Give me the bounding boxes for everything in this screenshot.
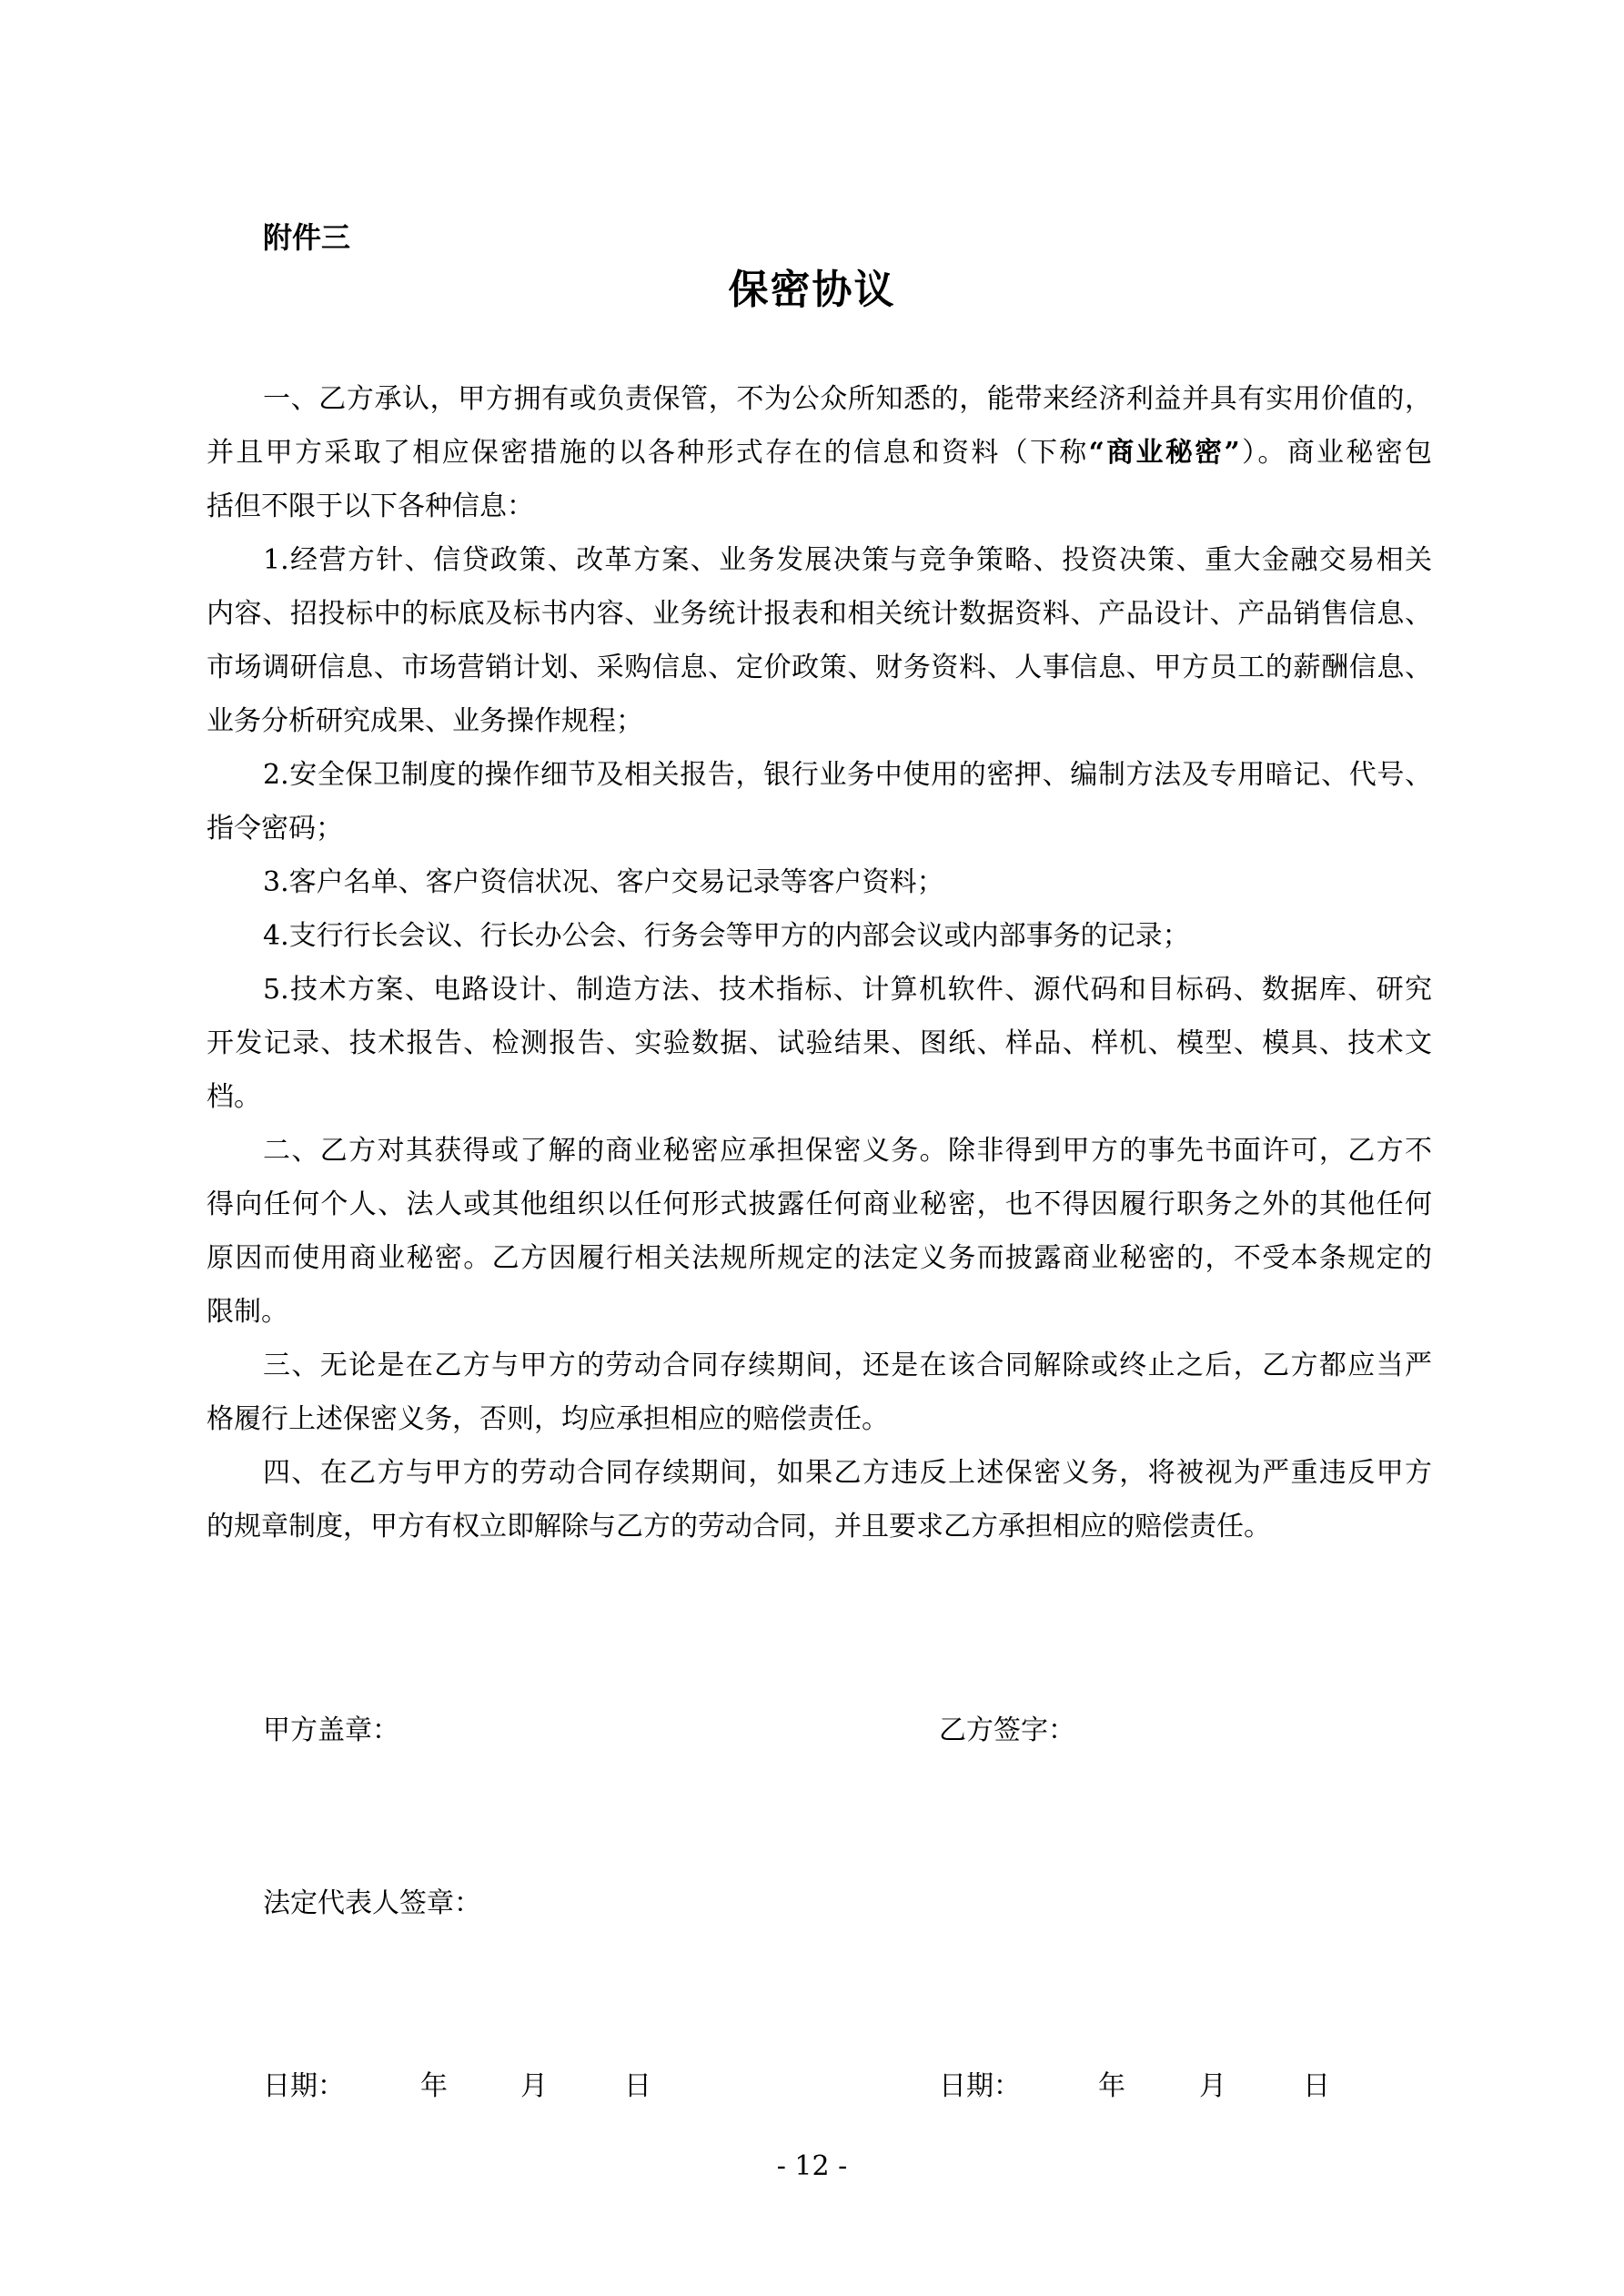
party-a-date-year: 年 [420,2070,448,2102]
paragraph-line: 档。 [207,1081,261,1113]
paragraph-line: 指令密码； [207,813,343,845]
paragraph-line: 开发记录、技术报告、检测报告、实验数据、试验结果、图纸、样品、样机、模型、模具、技术文 [207,1027,1432,1059]
paragraph-line: 四、在乙方与甲方的劳动合同存续期间，如果乙方违反上述保密义务，将被视为严重违反甲方 [263,1457,1432,1489]
paragraph-line: 内容、招投标中的标底及标书内容、业务统计报表和相关统计数据资料、产品设计、产品销售信息、 [207,598,1432,630]
legal-rep-seal-label: 法定代表人签章： [263,1887,481,1919]
paragraph-line: 市场调研信息、市场营销计划、采购信息、定价政策、财务资料、人事信息、甲方员工的薪酬信息、 [207,652,1432,683]
page-number: - 12 - [776,2150,848,2182]
paragraph-line: 三、无论是在乙方与甲方的劳动合同存续期间，还是在该合同解除或终止之后，乙方都应当严 [263,1350,1432,1381]
line-segment: ）。商业秘密包 [1239,437,1433,469]
agreement-body [207,372,1432,1553]
paragraph-line: 的规章制度，甲方有权立即解除与乙方的劳动合同，并且要求乙方承担相应的赔偿责任。 [207,1511,1271,1542]
paragraph-line: 4.支行行长会议、行长办公会、行务会等甲方的内部会议或内部事务的记录； [263,920,1190,952]
party-a-date-label: 日期： [263,2070,345,2102]
party-b-date-label: 日期： [939,2070,1021,2102]
annex-label: 附件三 [263,220,351,255]
paragraph-line: 业务分析研究成果、业务操作规程； [207,705,643,737]
paragraph-line: 格履行上述保密义务，否则，均应承担相应的赔偿责任。 [207,1403,889,1435]
document-title: 保密协议 [728,267,896,313]
party-a-date-day: 日 [624,2070,651,2102]
party-b-date-year: 年 [1098,2070,1125,2102]
paragraph-line: 原因而使用商业秘密。乙方因履行相关法规所规定的法定义务而披露商业秘密的，不受本条规定的 [207,1242,1432,1274]
defined-term: “商业秘密” [1088,437,1240,469]
party-a-seal-label: 甲方盖章： [263,1714,399,1746]
paragraph-line: 2.安全保卫制度的操作细节及相关报告，银行业务中使用的密押、编制方法及专用暗记、代号、 [263,759,1432,791]
party-b-sign-label: 乙方签字： [939,1714,1075,1746]
party-a-date-month: 月 [520,2070,548,2102]
line-segment: 并且甲方采取了相应保密措施的以各种形式存在的信息和资料（下称 [207,437,1089,469]
paragraph-line: 5.技术方案、电路设计、制造方法、技术指标、计算机软件、源代码和目标码、数据库、研究 [263,974,1432,1006]
paragraph-line: 二、乙方对其获得或了解的商业秘密应承担保密义务。除非得到甲方的事先书面许可，乙方不 [263,1135,1432,1167]
paragraph-line: 限制。 [207,1296,288,1328]
paragraph-line [207,426,1432,480]
paragraph-line: 一、乙方承认，甲方拥有或负责保管，不为公众所知悉的，能带来经济利益并具有实用价值的， [263,383,1432,415]
paragraph-line: 得向任何个人、法人或其他组织以任何形式披露任何商业秘密，也不得因履行职务之外的其他任何 [207,1188,1432,1220]
paragraph-line: 1.经营方针、信贷政策、改革方案、业务发展决策与竞争策略、投资决策、重大金融交易相关 [263,544,1432,576]
party-b-date-day: 日 [1303,2070,1330,2102]
paragraph-line: 括但不限于以下各种信息： [207,491,534,522]
party-b-date-month: 月 [1199,2070,1226,2102]
paragraph-line: 3.客户名单、客户资信状况、客户交易记录等客户资料； [263,866,944,898]
